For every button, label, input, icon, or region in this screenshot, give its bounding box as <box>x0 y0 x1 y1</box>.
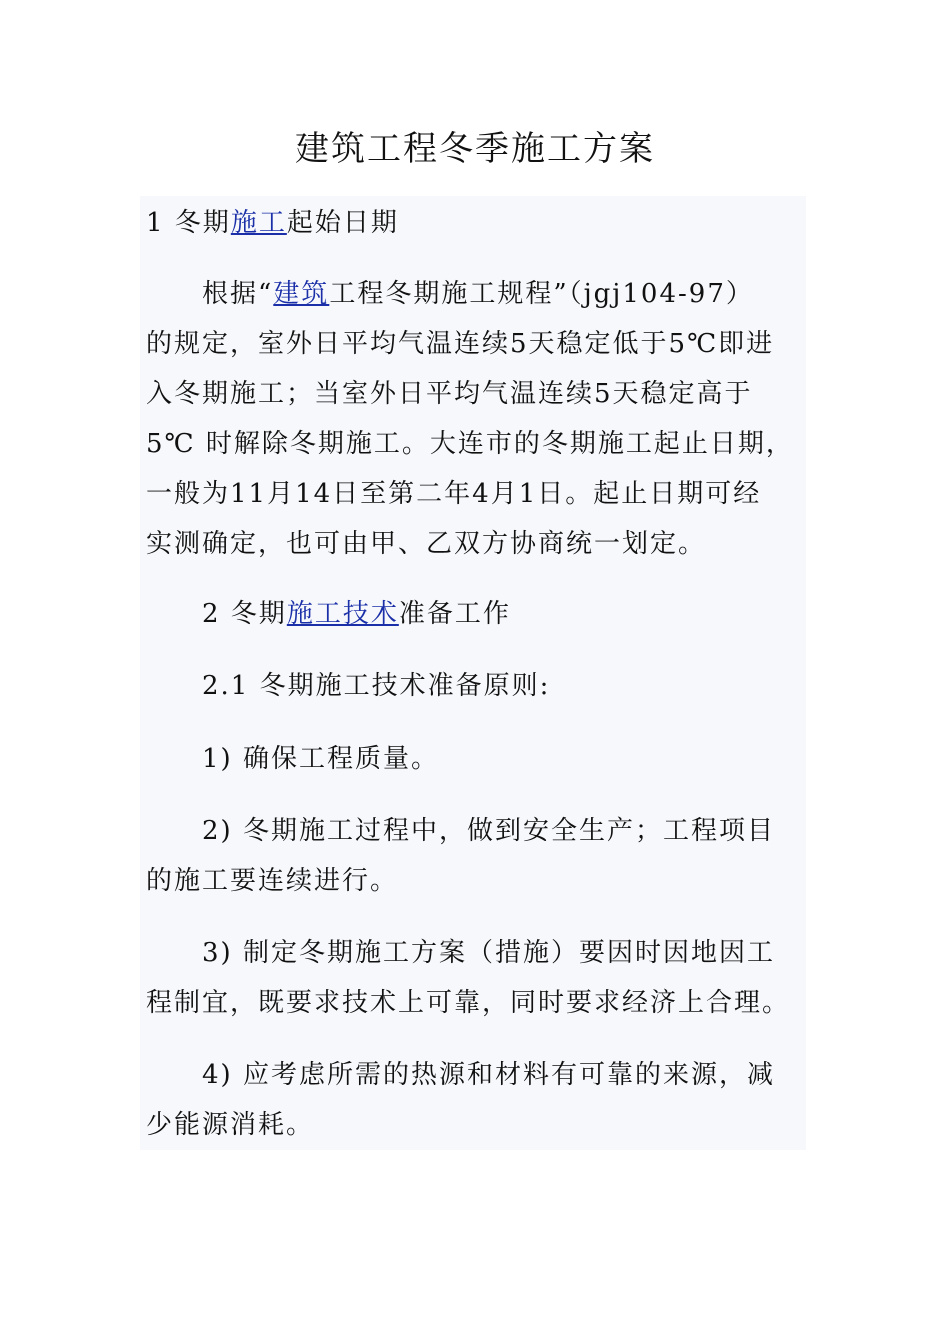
section-1-heading <box>146 198 802 248</box>
para-1-line-6: 实测确定，也可由甲、乙双方协商统一划定。 <box>146 529 707 559</box>
para-1-line-4: 5℃ 时解除冬期施工。大连市的冬期施工起止日期， <box>146 429 794 459</box>
link-construction-technology[interactable]: 施工技术 <box>286 599 399 629</box>
link-building[interactable]: 建筑 <box>273 279 330 309</box>
para-1-line-1 <box>146 269 802 319</box>
para-1-line-2: 的规定，室外日平均气温连续5天稳定低于5℃即进 <box>146 329 775 359</box>
list-item-3-line-2: 程制宜，既要求技术上可靠，同时要求经济上合理。 <box>146 988 791 1018</box>
list-item-3-line-1: 3) 制定冬期施工方案（措施）要因时因地因工 <box>202 938 775 968</box>
section-2-rest: 准备工作 <box>398 599 511 629</box>
section-2-1-heading: 2.1 冬期施工技术准备原则: <box>202 671 551 701</box>
section-2-number: 2 冬期 <box>202 599 287 629</box>
para-1-line-5: 一般为11月14日至第二年4月1日。起止日期可经 <box>146 479 762 509</box>
page-title: 建筑工程冬季施工方案 <box>295 129 655 169</box>
section-1-number: 1 冬期 <box>146 208 231 238</box>
document-body <box>140 196 806 1150</box>
para-1-line-3: 入冬期施工；当室外日平均气温连续5天稳定高于 <box>146 379 753 409</box>
para-1-line-1-rest: 工程冬期施工规程”（jgj104-97） <box>329 279 754 309</box>
link-construction[interactable]: 施工 <box>230 208 287 238</box>
section-2-heading <box>146 589 802 639</box>
list-item-2-line-1: 2) 冬期施工过程中，做到安全生产；工程项目 <box>202 816 775 846</box>
list-item-4-line-2: 少能源消耗。 <box>146 1110 315 1140</box>
list-item-2-line-2: 的施工要连续进行。 <box>146 866 399 896</box>
para-1-prefix: 根据“ <box>202 279 274 309</box>
list-item-4-line-1: 4) 应考虑所需的热源和材料有可靠的来源，减 <box>202 1060 775 1090</box>
list-item-1: 1) 确保工程质量。 <box>202 744 439 774</box>
section-1-rest: 起始日期 <box>286 208 399 238</box>
